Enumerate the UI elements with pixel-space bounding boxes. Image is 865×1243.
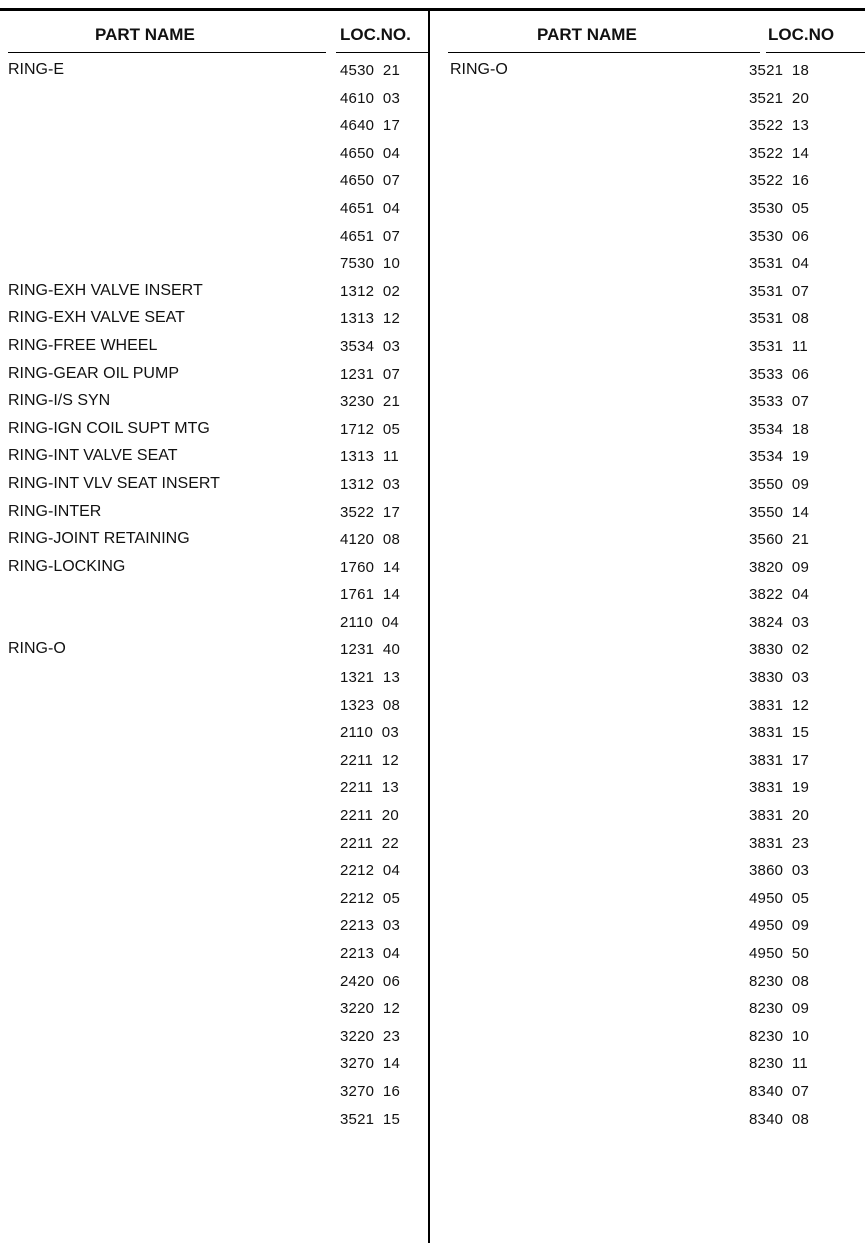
loc-no-cell: 7530 10 xyxy=(340,255,400,273)
table-row xyxy=(430,747,865,775)
loc-no-cell: 3860 03 xyxy=(749,862,809,880)
table-row xyxy=(0,250,428,278)
loc-no-cell: 3220 12 xyxy=(340,1000,400,1018)
table-row xyxy=(0,719,428,747)
loc-no-cell: 2213 03 xyxy=(340,917,400,935)
loc-no-cell: 3820 09 xyxy=(749,558,809,576)
table-row xyxy=(430,664,865,692)
table-row xyxy=(430,85,865,113)
table-row xyxy=(0,223,428,251)
loc-no-cell: 3560 21 xyxy=(749,531,809,549)
table-row xyxy=(430,416,865,444)
table-row xyxy=(430,1106,865,1134)
table-row xyxy=(430,443,865,471)
table-row xyxy=(430,609,865,637)
table-row xyxy=(0,1023,428,1051)
table-row xyxy=(430,1050,865,1078)
table-row xyxy=(430,361,865,389)
table-row xyxy=(0,940,428,968)
loc-no-cell: 8340 08 xyxy=(749,1110,809,1128)
header-underline xyxy=(448,52,760,53)
loc-no-cell: 3824 03 xyxy=(749,613,809,631)
part-name-cell: RING-IGN COIL SUPT MTG xyxy=(8,419,210,437)
loc-no-cell: 4610 03 xyxy=(340,89,400,107)
loc-no-cell: 1231 40 xyxy=(340,641,400,659)
table-row xyxy=(0,774,428,802)
loc-no-cell: 4950 50 xyxy=(749,945,809,962)
loc-no-cell: 3521 18 xyxy=(749,62,809,79)
table-row xyxy=(0,857,428,885)
loc-no-cell: 3831 15 xyxy=(749,724,809,742)
table-row xyxy=(430,830,865,858)
loc-no-cell: 3220 23 xyxy=(340,1027,400,1045)
loc-no-cell: 8230 08 xyxy=(749,972,809,990)
table-row xyxy=(430,333,865,361)
table-row xyxy=(430,581,865,609)
table-row xyxy=(0,747,428,775)
loc-no-cell: 1312 02 xyxy=(340,282,400,300)
table-row xyxy=(430,57,865,85)
table-row xyxy=(0,1050,428,1078)
loc-no-cell: 2213 04 xyxy=(340,945,400,962)
table-row xyxy=(0,1078,428,1106)
table-row xyxy=(430,526,865,554)
table-row xyxy=(430,885,865,913)
loc-no-cell: 3270 14 xyxy=(340,1055,400,1073)
loc-no-cell: 3550 09 xyxy=(749,475,809,493)
table-row xyxy=(0,85,428,113)
table-row xyxy=(0,581,428,609)
loc-no-cell: 3550 14 xyxy=(749,503,809,521)
loc-no-cell: 2211 22 xyxy=(340,834,399,852)
table-row xyxy=(0,278,428,306)
loc-no-cell: 8230 09 xyxy=(749,1000,809,1018)
part-name-cell: RING-INT VALVE SEAT xyxy=(8,447,178,465)
table-row xyxy=(430,471,865,499)
table-row xyxy=(0,912,428,940)
loc-no-cell: 2211 20 xyxy=(340,807,399,825)
loc-no-cell: 1712 05 xyxy=(340,420,400,438)
table-row xyxy=(430,692,865,720)
loc-no-cell: 3530 05 xyxy=(749,199,809,217)
loc-no-cell: 4530 21 xyxy=(340,62,400,79)
loc-no-cell: 3522 17 xyxy=(340,503,400,521)
part-name-cell: RING-JOINT RETAINING xyxy=(8,530,190,548)
table-row xyxy=(0,388,428,416)
table-row xyxy=(0,499,428,527)
part-name-cell: RING-INT VLV SEAT INSERT xyxy=(8,474,220,492)
table-row xyxy=(0,361,428,389)
loc-no-cell: 1321 13 xyxy=(340,669,400,687)
loc-no-cell: 3831 12 xyxy=(749,696,809,714)
loc-no-cell: 2211 13 xyxy=(340,779,399,797)
table-row xyxy=(430,305,865,333)
table-row xyxy=(0,195,428,223)
table-row xyxy=(430,968,865,996)
loc-no-cell: 3230 21 xyxy=(340,393,400,411)
table-row xyxy=(0,609,428,637)
loc-no-cell: 2211 12 xyxy=(340,751,399,769)
loc-no-cell: 4640 17 xyxy=(340,117,400,135)
table-row xyxy=(0,968,428,996)
loc-no-cell: 4651 07 xyxy=(340,227,400,245)
right-column xyxy=(430,11,865,1243)
loc-no-cell: 3830 03 xyxy=(749,669,809,687)
table-row xyxy=(430,774,865,802)
table-row xyxy=(430,912,865,940)
header-underline xyxy=(766,52,865,53)
table-row xyxy=(0,333,428,361)
loc-no-cell: 3831 23 xyxy=(749,834,809,852)
loc-no-cell: 4650 04 xyxy=(340,144,400,162)
table-row xyxy=(430,112,865,140)
loc-no-cell: 4120 08 xyxy=(340,531,400,549)
loc-no-cell: 2212 05 xyxy=(340,889,400,907)
part-name-cell: RING-O xyxy=(450,61,508,78)
loc-no-cell: 3521 15 xyxy=(340,1110,400,1128)
header-loc-no: LOC.NO. xyxy=(340,25,411,44)
loc-no-cell: 4950 05 xyxy=(749,889,809,907)
table-row xyxy=(0,636,428,664)
table-row xyxy=(430,140,865,168)
table-row xyxy=(430,554,865,582)
header-underline xyxy=(8,52,326,53)
table-row xyxy=(0,995,428,1023)
loc-no-cell: 3534 03 xyxy=(340,337,400,355)
table-row xyxy=(0,57,428,85)
part-name-cell: RING-GEAR OIL PUMP xyxy=(8,364,179,382)
table-row xyxy=(0,140,428,168)
loc-no-cell: 2110 04 xyxy=(340,613,399,631)
loc-no-cell: 3522 16 xyxy=(749,172,809,190)
loc-no-cell: 3270 16 xyxy=(340,1082,400,1100)
table-row xyxy=(0,167,428,195)
loc-no-cell: 3521 20 xyxy=(749,89,809,107)
table-row xyxy=(430,195,865,223)
right-row-list xyxy=(430,57,865,1133)
loc-no-cell: 1231 07 xyxy=(340,365,400,383)
loc-no-cell: 3534 18 xyxy=(749,420,809,438)
loc-no-cell: 8230 10 xyxy=(749,1027,809,1045)
table-row xyxy=(0,112,428,140)
table-row xyxy=(0,526,428,554)
table-row xyxy=(0,554,428,582)
table-row xyxy=(430,636,865,664)
part-name-cell: RING-O xyxy=(8,640,66,658)
loc-no-cell: 2420 06 xyxy=(340,972,400,990)
loc-no-cell: 4650 07 xyxy=(340,172,400,190)
left-column xyxy=(0,11,428,1243)
loc-no-cell: 2212 04 xyxy=(340,862,400,880)
table-row xyxy=(430,995,865,1023)
loc-no-cell: 8230 11 xyxy=(749,1055,808,1073)
loc-no-cell: 1760 14 xyxy=(340,558,400,576)
table-row xyxy=(0,692,428,720)
part-name-cell: RING-E xyxy=(8,61,64,78)
table-row xyxy=(430,250,865,278)
table-row xyxy=(0,1106,428,1134)
table-row xyxy=(430,802,865,830)
table-row xyxy=(0,471,428,499)
loc-no-cell: 3522 13 xyxy=(749,117,809,135)
table-row xyxy=(0,305,428,333)
part-name-cell: RING-I/S SYN xyxy=(8,392,111,410)
part-name-cell: RING-EXH VALVE SEAT xyxy=(8,309,185,327)
loc-no-cell: 3531 08 xyxy=(749,310,809,328)
loc-no-cell: 3831 17 xyxy=(749,751,809,769)
table-row xyxy=(0,664,428,692)
loc-no-cell: 3831 20 xyxy=(749,807,809,825)
loc-no-cell: 3831 19 xyxy=(749,779,809,797)
part-name-cell: RING-EXH VALVE INSERT xyxy=(8,281,203,299)
loc-no-cell: 3822 04 xyxy=(749,586,809,604)
part-name-cell: RING-LOCKING xyxy=(8,557,126,575)
table-row xyxy=(0,802,428,830)
loc-no-cell: 3531 11 xyxy=(749,337,808,355)
loc-no-cell: 3531 04 xyxy=(749,255,809,273)
header-loc-no: LOC.NO xyxy=(768,25,835,44)
loc-no-cell: 3533 06 xyxy=(749,365,809,383)
table-row xyxy=(430,857,865,885)
loc-no-cell: 1312 03 xyxy=(340,475,400,493)
loc-no-cell: 4651 04 xyxy=(340,199,400,217)
header-underline xyxy=(336,52,428,53)
header-part-name: PART NAME xyxy=(95,25,195,44)
left-row-list xyxy=(0,57,428,1133)
table-row xyxy=(430,1078,865,1106)
table-row xyxy=(0,416,428,444)
header-part-name: PART NAME xyxy=(537,25,637,44)
table-row xyxy=(430,278,865,306)
loc-no-cell: 8340 07 xyxy=(749,1082,809,1100)
loc-no-cell: 3533 07 xyxy=(749,393,809,411)
loc-no-cell: 1313 12 xyxy=(340,310,400,328)
loc-no-cell: 3531 07 xyxy=(749,282,809,300)
table-row xyxy=(430,1023,865,1051)
loc-no-cell: 3522 14 xyxy=(749,144,809,162)
loc-no-cell: 4950 09 xyxy=(749,917,809,935)
table-row xyxy=(0,885,428,913)
table-row xyxy=(430,223,865,251)
loc-no-cell: 3830 02 xyxy=(749,641,809,659)
table-row xyxy=(430,388,865,416)
part-name-cell: RING-FREE WHEEL xyxy=(8,336,158,354)
loc-no-cell: 3534 19 xyxy=(749,448,809,466)
table-row xyxy=(0,830,428,858)
loc-no-cell: 1313 11 xyxy=(340,448,399,466)
loc-no-cell: 1761 14 xyxy=(340,586,400,604)
table-row xyxy=(430,719,865,747)
loc-no-cell: 2110 03 xyxy=(340,724,399,742)
table-row xyxy=(430,499,865,527)
loc-no-cell: 1323 08 xyxy=(340,696,400,714)
table-row xyxy=(430,940,865,968)
table-row xyxy=(430,167,865,195)
part-name-cell: RING-INTER xyxy=(8,502,102,520)
loc-no-cell: 3530 06 xyxy=(749,227,809,245)
table-row xyxy=(0,443,428,471)
